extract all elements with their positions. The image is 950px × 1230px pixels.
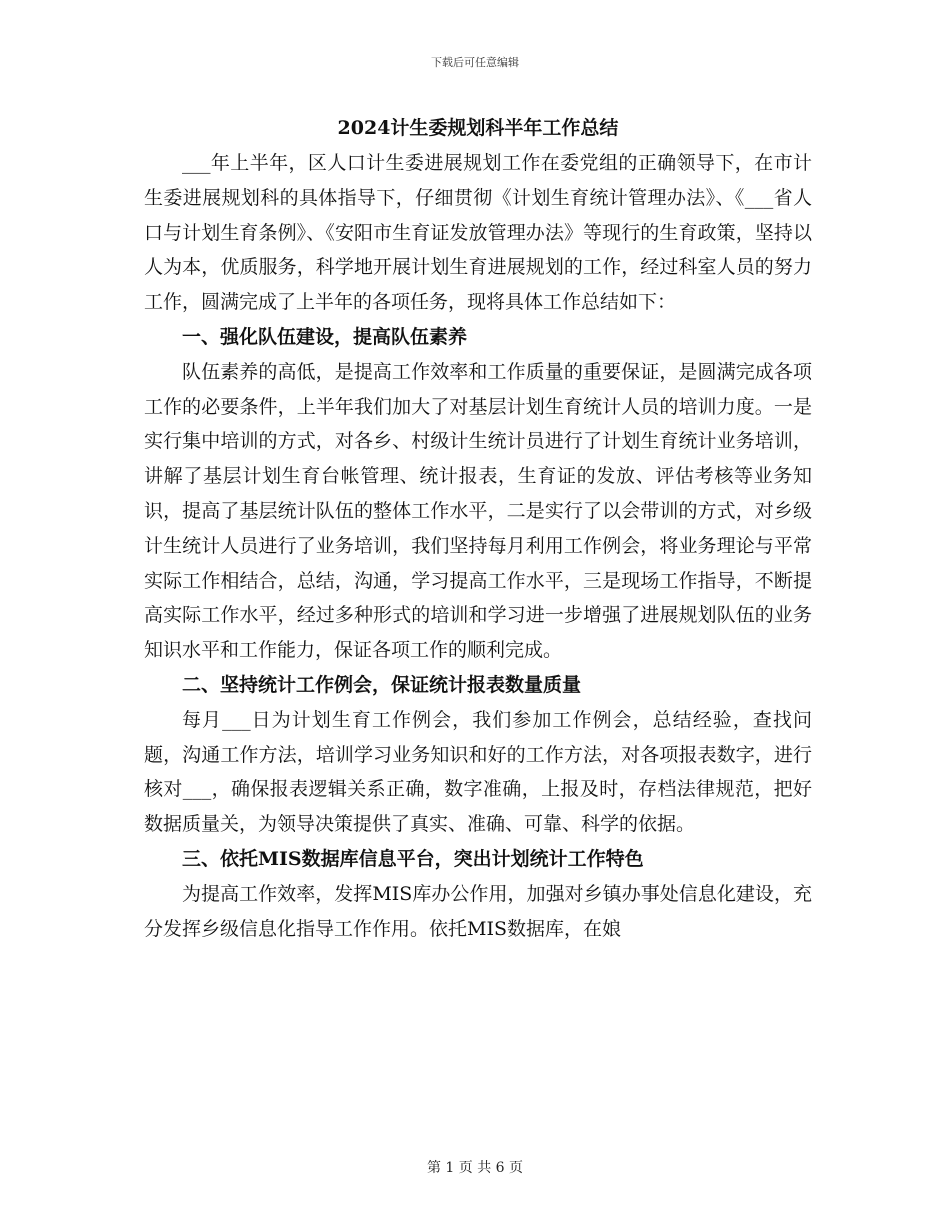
section-heading-3: 三、依托MIS数据库信息平台，突出计划统计工作特色 [182, 847, 644, 870]
section-heading-1: 一、强化队伍建设，提高队伍素养 [182, 325, 468, 348]
document-body [144, 112, 812, 946]
section-heading-2: 二、坚持统计工作例会，保证统计报表数量质量 [182, 673, 582, 696]
document-title: 2024计生委规划科半年工作总结 [337, 117, 619, 139]
page-header-note: 下载后可任意编辑 [431, 56, 519, 69]
section-body-3: 为提高工作效率，发挥MIS库办公作用，加强对乡镇办事处信息化建设，充分发挥乡级信息化指导工作作用。依托MIS数据库，在娘 [144, 882, 812, 940]
section-body-1: 队伍素养的高低，是提高工作效率和工作质量的重要保证，是圆满完成各项工作的必要条件，上半年我们加大了对基层计划生育统计人员的培训力度。一是实行集中培训的方式，对各乡、村级计生统计员进行了计划生育统计业务培训，讲解了基层计划生育台帐管理、统计报表，生育证的发放、评估考核等业务知识，提高了基层统计队伍的整体工作水平，二是实行了以会带训的方式，对乡级计生统计人员进行了业务培训，我们坚持每月利用工作例会，将业务理论与平常实际工作相结合，总结，沟通，学习提高工作水平，三是现场工作指导，不断提高实际工作水平，经过多种形式的培训和学习进一步增强了进展规划队伍的业务知识水平和工作能力，保证各项工作的顺利完成。 [144, 360, 812, 662]
intro-paragraph: ___年上半年，区人口计生委进展规划工作在委党组的正确领导下，在市计生委进展规划科的具体指导下，仔细贯彻《计划生育统计管理办法》、《___省人口与计划生育条例》、《安阳市生育证发放管理办法》等现行的生育政策，坚持以人为本，优质服务，科学地开展计划生育进展规划的工作，经过科室人员的努力工作，圆满完成了上半年的各项任务，现将具体工作总结如下： [144, 152, 812, 314]
section-body-2: 每月___日为计划生育工作例会，我们参加工作例会，总结经验，查找问题，沟通工作方法，培训学习业务知识和好的工作方法，对各项报表数字，进行核对___，确保报表逻辑关系正确，数字准确，上报及时，存档法律规范，把好数据质量关，为领导决策提供了真实、准确、可靠、科学的依据。 [144, 708, 812, 836]
page-number-indicator: 第 1 页 共 6 页 [426, 1160, 524, 1176]
